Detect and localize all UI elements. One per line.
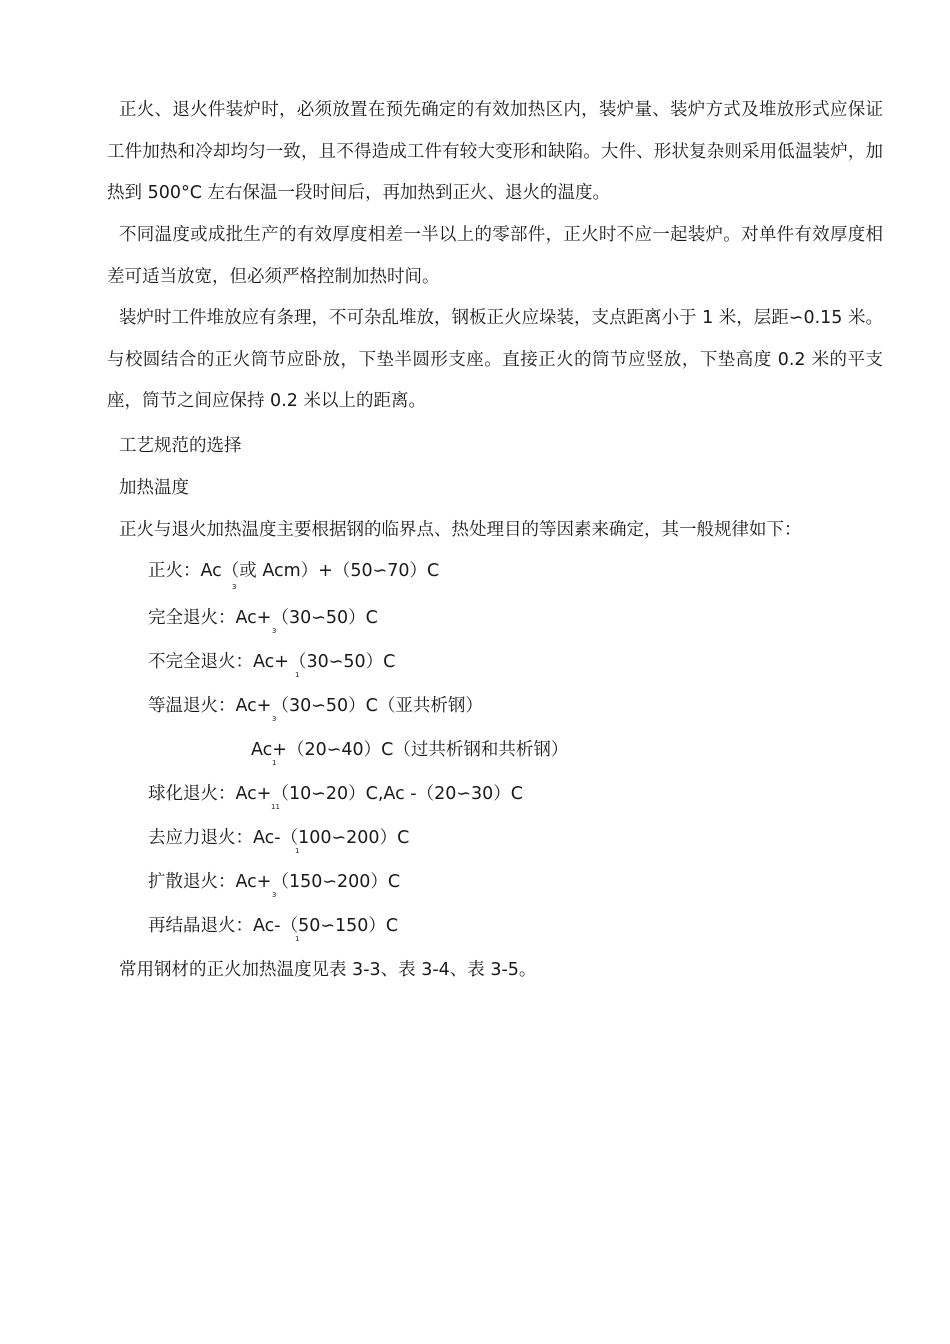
paragraph-thickness: 不同温度或成批生产的有效厚度相差一半以上的零部件，正火时不应一起装炉。对单件有效厚度相差可适当放宽，但必须严格控制加热时间。	[107, 225, 883, 287]
formula-recrystallization: 再结晶退火：Ac-（50∽150）C	[148, 916, 399, 936]
formula-partial-annealing: 不完全退火：Ac+（30∽50）C	[148, 652, 396, 672]
formula-isothermal-hypereutectoid: Ac+（20∽40）C（过共析钢和共析钢）	[251, 740, 569, 760]
formula-stress-relief: 去应力退火：Ac-（100∽200）C	[148, 828, 410, 848]
closing-line: 常用钢材的正火加热温度见表 3-3、表 3-4、表 3-5。	[119, 960, 537, 980]
formula-subscript: 1	[295, 671, 300, 679]
formula-diffusion: 扩散退火：Ac+（150∽200）C	[148, 872, 401, 892]
formula-normalizing: 正火：Ac（或 Acm）+（50∽70）C	[148, 561, 440, 581]
intro-line: 正火与退火加热温度主要根据钢的临界点、热处理目的等因素来确定，其一般规律如下：	[119, 520, 802, 540]
formula-subscript: 3	[232, 583, 237, 591]
formula-subscript: 3	[272, 891, 277, 899]
formula-subscript: 11	[271, 803, 280, 811]
formula-subscript: 1	[295, 935, 300, 943]
formula-subscript: 3	[272, 627, 277, 635]
paragraph-stacking: 装炉时工件堆放应有条理，不可杂乱堆放，钢板正火应垛装，支点距离小于 1 米，层距∽0.15 米。与校圆结合的正火筒节应卧放，下垫半圆形支座。直接正火的筒节应竖放，下垫高度 0.2 米的平支座，筒节之间应保持 0.2 米以上的距离。	[107, 308, 883, 411]
section-heading: 工艺规范的选择	[119, 436, 242, 456]
formula-isothermal-annealing: 等温退火：Ac+（30∽50）C（亚共析钢）	[148, 696, 483, 716]
formula-subscript: 3	[272, 715, 277, 723]
formula-spheroidizing: 球化退火：Ac+（10∽20）C,Ac -（20∽30）C	[148, 784, 524, 804]
formula-full-annealing: 完全退火：Ac+（30∽50）C	[148, 608, 378, 628]
paragraph-furnace-loading: 正火、退火件装炉时，必须放置在预先确定的有效加热区内，装炉量、装炉方式及堆放形式应保证工件加热和冷却均匀一致，且不得造成工件有较大变形和缺陷。大件、形状复杂则采用低温装炉，加热到 500°C 左右保温一段时间后，再加热到正火、退火的温度。	[107, 100, 883, 203]
formula-subscript: 1	[272, 759, 277, 767]
subsection-heading: 加热温度	[119, 478, 189, 498]
formula-subscript: 1	[295, 847, 300, 855]
